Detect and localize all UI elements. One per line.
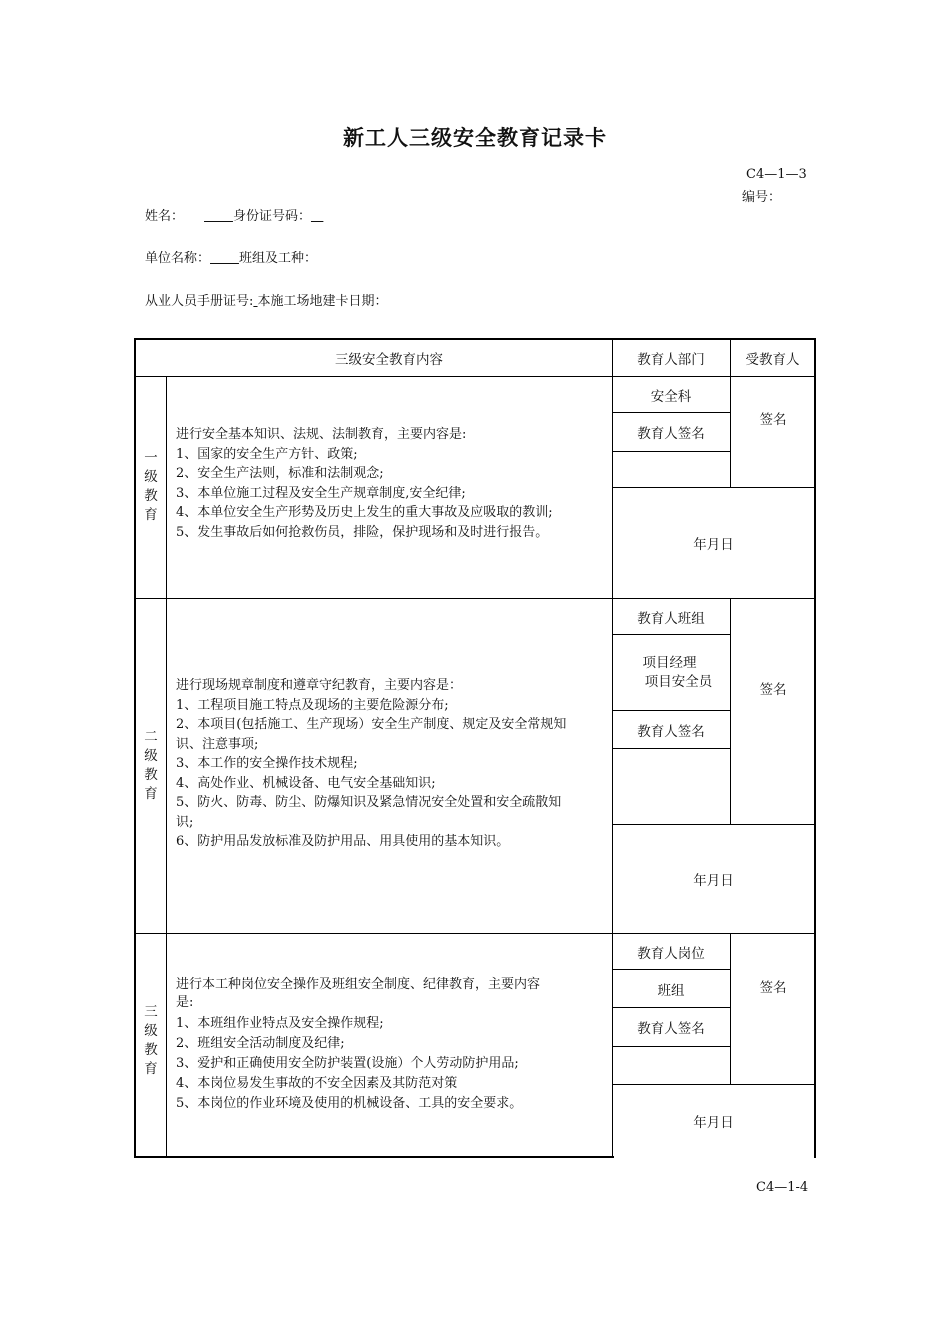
level3-dept: 教育人岗位 <box>637 945 705 962</box>
level1-dept: 安全科 <box>650 388 692 405</box>
serial-number-label: 编号： <box>742 190 782 205</box>
header-dept: 教育人部门 <box>637 351 705 368</box>
header-content: 三级安全教育内容 <box>335 351 443 368</box>
level2-trainee-sign[interactable]: 签名 <box>759 682 787 698</box>
level3-content <box>176 976 586 1114</box>
team-label: 班组及工种： <box>238 251 317 266</box>
level1-line: 进行安全基本知识、法规、法制教育，主要内容是: <box>176 427 467 442</box>
level2-label-char: 级 <box>144 748 158 764</box>
level2-line: 6、防护用品发放标准及防护用品、用具使用的基本知识。 <box>176 834 510 849</box>
level3-label-char: 育 <box>144 1061 158 1077</box>
level2-label-char: 教 <box>144 767 158 783</box>
level1-sign-label: 教育人签名 <box>637 426 705 442</box>
level3-label <box>136 1003 166 1079</box>
level2-line: 1、工程项目施工特点及现场的主要危险源分布; <box>176 697 449 713</box>
level1-label-char: 教 <box>144 488 158 504</box>
level2-line: 5、防火、防毒、防尘、防爆知识及紧急情况安全处置和安全疏散知 <box>176 795 562 810</box>
level2-sign-field[interactable] <box>612 749 730 824</box>
level3-trainee-sign[interactable]: 签名 <box>759 980 787 996</box>
level3-dept-sub: 班组 <box>657 982 685 999</box>
level1-label <box>136 449 166 525</box>
level1-line: 2、安全生产法则，标准和法制观念; <box>176 466 384 481</box>
card-date-label: 本施工场地建卡日期： <box>257 294 388 309</box>
level3-label-char: 级 <box>144 1023 158 1039</box>
level3-line: 3、爱护和正确使用安全防护装置(设施）个人劳动防护用品; <box>176 1056 519 1071</box>
level3-line: 1、本班组作业特点及安全操作规程; <box>176 1016 384 1031</box>
level2-dept: 教育人班组 <box>637 610 705 627</box>
unit-team-row <box>145 247 317 266</box>
table-border-bottom <box>134 1156 614 1158</box>
level2-label <box>136 728 166 804</box>
level3-line: 5、本岗位的作业环境及使用的机械设备、工具的安全要求。 <box>176 1096 523 1111</box>
name-blank <box>204 209 233 224</box>
unit-blank <box>210 251 239 266</box>
level2-content <box>176 676 610 852</box>
level2-sign-label: 教育人签名 <box>637 723 705 740</box>
name-id-row <box>145 205 323 224</box>
level1-label-char: 育 <box>144 507 158 523</box>
header-trainee: 受教育人 <box>745 351 800 368</box>
unit-label: 单位名称： <box>145 251 211 266</box>
level1-line: 3、本单位施工过程及安全生产规章制度,安全纪律; <box>176 485 466 501</box>
page-title: 新工人三级安全教育记录卡 <box>343 126 607 150</box>
level1-date[interactable]: 年月日 <box>693 537 734 553</box>
level3-date[interactable]: 年月日 <box>693 1114 734 1131</box>
level3-line: 4、本岗位易发生事故的不安全因素及其防范对策 <box>176 1076 458 1091</box>
level1-line: 5、发生事故后如何抢救伤员，排险，保护现场和及时进行报告。 <box>176 524 549 540</box>
level1-trainee-sign[interactable]: 签名 <box>759 412 787 428</box>
level3-line: 2、班组安全活动制度及纪律; <box>176 1036 345 1051</box>
level2-line: 4、高处作业、机械设备、电气安全基础知识; <box>176 775 436 791</box>
level1-label-char: 级 <box>144 469 158 485</box>
level1-line: 4、本单位安全生产形势及历史上发生的重大事故及应吸取的教训; <box>176 505 553 520</box>
id-label: 身份证号码： <box>232 209 311 224</box>
level1-line: 1、国家的安全生产方针、政策; <box>176 446 358 462</box>
form-code-top: C4—1—3 <box>746 167 807 182</box>
level2-line: 2、本项目(包括施工、生产现场）安全生产制度、规定及安全常规知 <box>176 717 567 732</box>
level2-label-char: 育 <box>144 786 158 802</box>
level2-line: 3、本工作的安全操作技术规程; <box>176 756 358 771</box>
handbook-label: 从业人员手册证号: <box>145 294 254 309</box>
level1-content <box>176 425 608 542</box>
form-code-bottom: C4—1-4 <box>756 1180 809 1195</box>
level2-label-char: 二 <box>144 729 158 745</box>
name-label: 姓名： <box>145 209 185 224</box>
level2-date[interactable]: 年月日 <box>693 873 734 889</box>
role-project-manager: 项目经理 <box>642 654 697 671</box>
level3-label-char: 教 <box>144 1042 158 1058</box>
level3-line: 进行本工种岗位安全操作及班组安全制度、纪律教育，主要内容 <box>176 977 541 992</box>
label-column-line <box>166 376 167 1157</box>
level2-line: 识; <box>176 814 194 830</box>
id-blank <box>311 209 323 224</box>
level1-label-char: 一 <box>144 450 158 466</box>
level2-line: 识、注意事项; <box>176 736 259 752</box>
level2-dept-roles <box>612 635 730 710</box>
handbook-row <box>145 290 388 309</box>
level2-line: 进行现场规章制度和遵章守纪教育，主要内容是： <box>176 678 463 693</box>
level3-sign-label: 教育人签名 <box>637 1021 705 1037</box>
level3-sign-field[interactable] <box>612 1047 730 1084</box>
level1-sign-field[interactable] <box>612 452 730 487</box>
role-project-safety-officer: 项目安全员 <box>644 673 713 690</box>
level3-line: 是: <box>176 995 194 1010</box>
level3-label-char: 三 <box>144 1004 158 1020</box>
